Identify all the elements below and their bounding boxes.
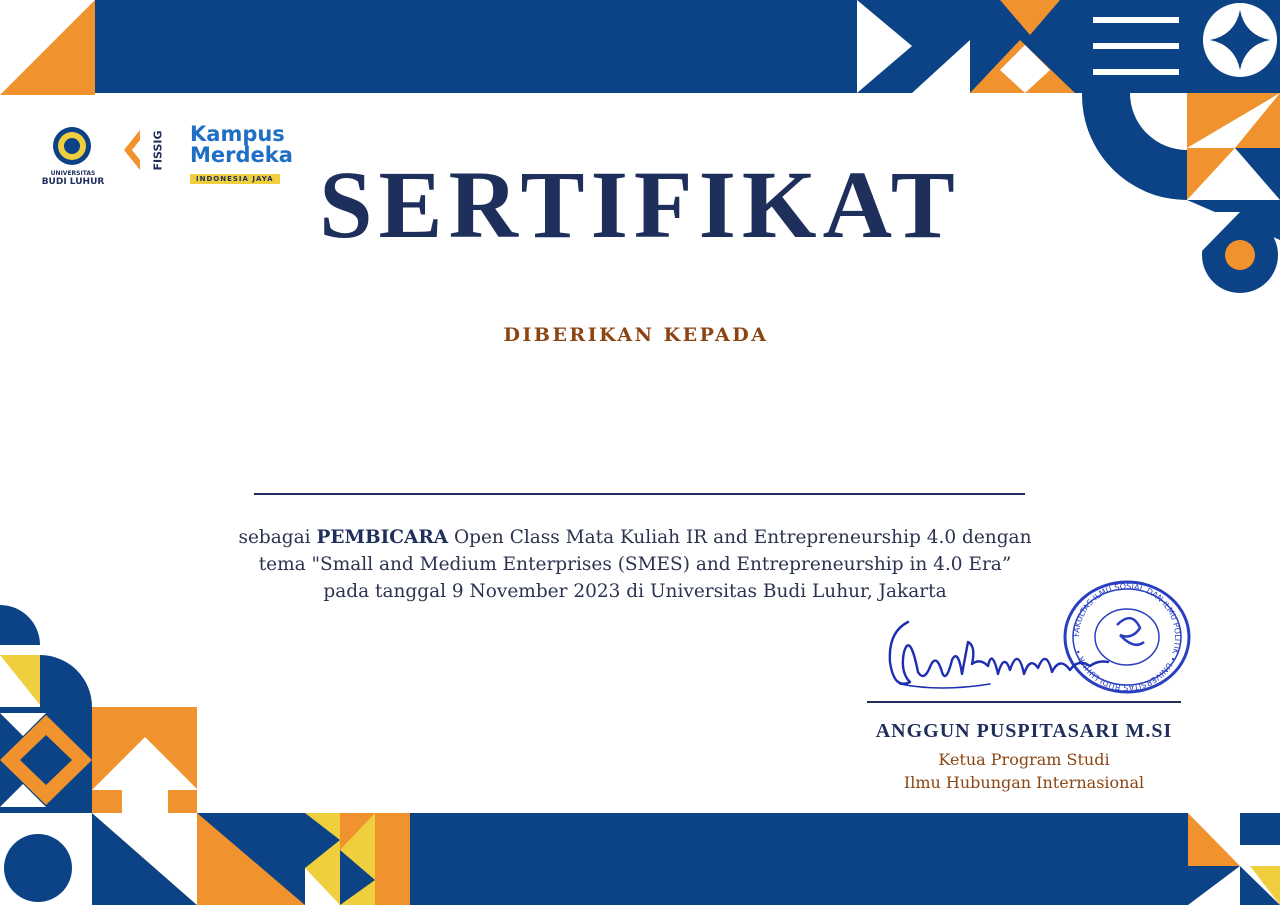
handwritten-signature [880,612,1110,697]
description-prefix: sebagai [238,527,317,548]
signer-name: ANGGUN PUSPITASARI M.SI [875,720,1173,742]
signer-title [856,748,1192,794]
recipient-name-line [254,493,1025,495]
kampus-tagline: INDONESIA JAYA [190,174,280,184]
signature-line [867,701,1181,703]
university-name-line2: BUDI LUHUR [41,177,105,187]
certificate-description [160,524,1110,605]
given-to-label: DIBERIKAN KEPADA [503,324,769,346]
kampus-name-line1: Kampus [190,122,285,146]
description-line-1 [160,524,1110,551]
signer-role-line-2: Ilmu Hubungan Internasional [903,773,1145,792]
description-line-3: pada tanggal 9 November 2023 di Universitas Budi Luhur, Jakarta [323,581,947,602]
description-line-2: tema "Small and Medium Enterprises (SMES) and Entrepreneurship in 4.0 Era” [258,554,1012,575]
certificate-title: SERTIFIKAT [319,151,961,258]
kampus-name-line2: Merdeka [190,143,293,167]
university-name-line1: UNIVERSITAS [50,170,96,177]
fissig-name: FISSIG [151,130,165,171]
signer-role-line-1: Ketua Program Studi [938,750,1110,769]
stamp-ring-text: FAKULTAS ILMU SOSIAL DAN ILMU POLITIK • UNIVERSITAS BUDI LUHUR • [1071,581,1183,693]
speaker-role: PEMBICARA [316,527,449,548]
description-event: Open Class Mata Kuliah IR and Entrepreneurship 4.0 dengan [448,527,1032,548]
